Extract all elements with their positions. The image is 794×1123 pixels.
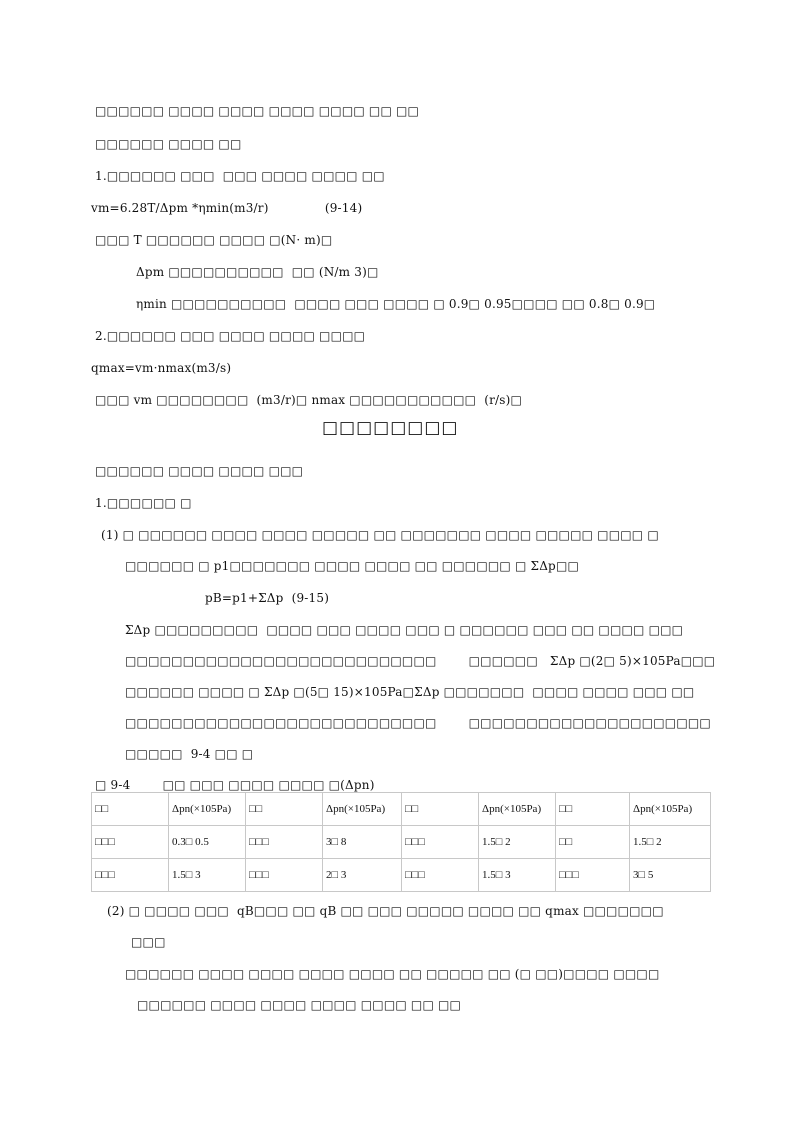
text-line-10: □□□ vm □□□□□□□□ (m3/r)□ nmax □□□□□□□□□□□ (r/s)□ bbox=[95, 393, 523, 407]
text-line-20: □□□□□ 9-4 □□ □ bbox=[125, 747, 254, 761]
table-cell: Δpn(×105Pa) bbox=[630, 793, 711, 826]
text-line-1: □□□□□□ □□□□ □□□□ □□□□ □□□□ □□ □□ bbox=[95, 104, 420, 118]
table-cell: □□□ bbox=[402, 826, 479, 859]
text-line-2: □□□□□□ □□□□ □□ bbox=[95, 137, 242, 151]
table-cell: Δpn(×105Pa) bbox=[169, 793, 246, 826]
table-cell: 1.5□ 3 bbox=[479, 859, 556, 892]
table-cell: Δpn(×105Pa) bbox=[479, 793, 556, 826]
table-cell: □□□ bbox=[246, 859, 323, 892]
text-line-16: ΣΔp □□□□□□□□□ □□□□ □□□ □□□□ □□□ □ □□□□□□ □□□ □□ □□□□ □□□ bbox=[125, 623, 684, 637]
table-cell: □□ bbox=[556, 793, 630, 826]
text-line-6: Δpm □□□□□□□□□□ □□ (N/m 3)□ bbox=[136, 265, 379, 279]
text-line-13: (1) □ □□□□□□ □□□□ □□□□ □□□□□ □□ □□□□□□□ □□□□ □□□□□ □□□□ □ bbox=[101, 528, 659, 542]
table-cell: □□ bbox=[92, 793, 169, 826]
text-line-5: □□□ T □□□□□□ □□□□ □(N· m)□ bbox=[95, 233, 333, 247]
section-title: □□□□□□□□ bbox=[322, 418, 459, 438]
table-cell: □□□ bbox=[556, 859, 630, 892]
pressure-loss-table bbox=[91, 792, 711, 892]
table-cell: □□□ bbox=[402, 859, 479, 892]
text-line-19: □□□□□□□□□□□□□□□□□□□□□□□□□□□ □□□□□□□□□□□□□□□□□□□□□ bbox=[125, 716, 711, 730]
table-row bbox=[92, 826, 711, 859]
table-cell: 1.5□ 2 bbox=[479, 826, 556, 859]
text-line-7: ηmin □□□□□□□□□□ □□□□ □□□ □□□□ □ 0.9□ 0.95□□□□ □□ 0.8□ 0.9□ bbox=[136, 297, 656, 311]
text-line-3: 1.□□□□□□ □□□ □□□ □□□□ □□□□ □□ bbox=[95, 169, 385, 183]
text-line-17: □□□□□□□□□□□□□□□□□□□□□□□□□□□ □□□□□□ ΣΔp □(2□ 5)×105Pa□□□ bbox=[125, 654, 716, 668]
table-cell: □□ bbox=[402, 793, 479, 826]
table-cell: 3□ 5 bbox=[630, 859, 711, 892]
table-cell: 0.3□ 0.5 bbox=[169, 826, 246, 859]
table-cell: □□□ bbox=[246, 826, 323, 859]
table-cell: □□□ bbox=[92, 859, 169, 892]
table-row bbox=[92, 859, 711, 892]
table-cell: Δpn(×105Pa) bbox=[323, 793, 402, 826]
formula-9-14: vm=6.28T/Δpm *ηmin(m3/r) (9-14) bbox=[91, 201, 363, 215]
table-cell: 1.5□ 3 bbox=[169, 859, 246, 892]
table-cell: 3□ 8 bbox=[323, 826, 402, 859]
table-cell: □□ bbox=[556, 826, 630, 859]
text-line-21: (2) □ □□□□ □□□ qB□□□ □□ qB □□ □□□ □□□□□ □□□□ □□ qmax □□□□□□□ bbox=[107, 904, 664, 918]
table-caption: □ 9-4 □□ □□□ □□□□ □□□□ □(Δpn) bbox=[95, 778, 375, 792]
text-line-14: □□□□□□ □ p1□□□□□□□ □□□□ □□□□ □□ □□□□□□ □ ΣΔp□□ bbox=[125, 559, 580, 573]
table-cell: □□ bbox=[246, 793, 323, 826]
table-row bbox=[92, 793, 711, 826]
table-cell: 1.5□ 2 bbox=[630, 826, 711, 859]
text-line-12: 1.□□□□□□ □ bbox=[95, 496, 192, 510]
table-cell: □□□ bbox=[92, 826, 169, 859]
text-line-11: □□□□□□ □□□□ □□□□ □□□ bbox=[95, 464, 304, 478]
table-cell: 2□ 3 bbox=[323, 859, 402, 892]
text-line-22: □□□ bbox=[131, 935, 166, 949]
text-line-8: 2.□□□□□□ □□□ □□□□ □□□□ □□□□ bbox=[95, 329, 366, 343]
text-line-18: □□□□□□ □□□□ □ ΣΔp □(5□ 15)×105Pa□ΣΔp □□□□□□□ □□□□ □□□□ □□□ □□ bbox=[125, 685, 695, 699]
formula-9-15: pB=p1+ΣΔp (9-15) bbox=[205, 591, 330, 605]
text-line-23: □□□□□□ □□□□ □□□□ □□□□ □□□□ □□ □□□□□ □□ (□ □□)□□□□ □□□□ bbox=[125, 967, 660, 981]
text-line-24: □□□□□□ □□□□ □□□□ □□□□ □□□□ □□ □□ bbox=[137, 998, 462, 1012]
formula-qmax: qmax=vm·nmax(m3/s) bbox=[91, 361, 232, 375]
